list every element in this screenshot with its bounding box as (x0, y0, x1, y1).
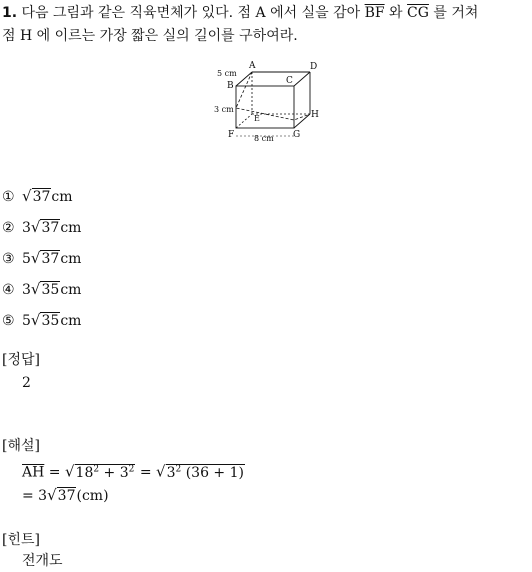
term-18: 18 (75, 464, 94, 481)
question-line1b: 와 (384, 5, 408, 21)
label-a: A (249, 61, 256, 71)
choice-unit: cm (60, 313, 82, 329)
hint-value: 전개도 (22, 553, 63, 569)
label-b: B (227, 81, 234, 91)
label-c: C (286, 76, 293, 86)
label-5cm: 5 cm (217, 69, 237, 78)
segment-cg: $\overline{CG}$ (407, 5, 429, 21)
question-line1a: 다음 그림과 같은 직육면체가 있다. 점 A 에서 실을 감아 (21, 5, 365, 21)
answer-value: 2 (22, 375, 31, 391)
label-3cm: 3 cm (214, 105, 234, 114)
equals-sign: = (135, 464, 157, 481)
choice-unit: cm (60, 251, 82, 267)
equals-sign: = (44, 464, 65, 481)
explanation-label: [해설] (2, 438, 40, 454)
choice-3[interactable]: ③ 5√37cm (2, 249, 82, 267)
label-d: D (310, 62, 318, 72)
choice-radicand: 37 (41, 220, 60, 236)
choice-coef: 3 (22, 282, 31, 298)
choice-coef: 5 (22, 313, 31, 329)
result-unit: (cm) (76, 488, 109, 504)
cuboid-figure (214, 58, 326, 144)
segment-bf: $\overline{BF}$ (364, 5, 385, 21)
choice-mark: ② (2, 220, 15, 236)
question-text (2, 2, 532, 48)
answer-label: [정답] (2, 352, 40, 368)
choice-coef: 5 (22, 251, 31, 267)
label-h: H (311, 110, 319, 120)
choice-unit: cm (51, 189, 73, 205)
choice-radicand: 37 (41, 251, 60, 267)
choice-4[interactable]: ④ 3√35cm (2, 280, 82, 298)
label-8cm: 8 cm (254, 134, 274, 143)
choice-unit: cm (60, 282, 82, 298)
term-3: 3 (119, 464, 129, 481)
choice-radicand: 35 (41, 282, 60, 298)
term-3-sq: 3 (166, 464, 176, 481)
choice-mark: ④ (2, 282, 15, 298)
result-prefix: = 3 (22, 488, 48, 504)
label-e: E (254, 114, 260, 123)
explanation-line1: $\overline{AH} = √18^2 + 3^2 = √3^2$ (36 + 1) (22, 462, 244, 481)
label-f: F (228, 130, 235, 140)
choice-radicand: 37 (32, 189, 51, 205)
choice-mark: ⑤ (2, 313, 15, 329)
choice-mark: ① (2, 189, 15, 205)
question-line2: 점 H 에 이르는 가장 짧은 실의 길이를 구하여라. (2, 28, 298, 44)
segment-ah: $\overline{AH}$ (22, 464, 45, 481)
question-line1c: 를 거쳐 (428, 5, 479, 21)
term-paren: (36 + 1) (181, 464, 244, 481)
choice-mark: ③ (2, 251, 15, 267)
label-g: G (293, 130, 301, 140)
choice-radicand: 35 (41, 313, 60, 329)
choice-1[interactable]: ① √37cm (2, 187, 73, 205)
choice-5[interactable]: ⑤ 5√35cm (2, 311, 82, 329)
choice-2[interactable]: ② 3√37cm (2, 218, 82, 236)
question-number: 1. (2, 5, 18, 21)
explanation-line2: = 3√37(cm) (22, 486, 109, 504)
choice-coef: 3 (22, 220, 31, 236)
cuboid-diagram (214, 58, 326, 144)
choice-unit: cm (60, 220, 82, 236)
hint-label: [힌트] (2, 532, 40, 548)
result-radicand: 37 (57, 488, 76, 504)
